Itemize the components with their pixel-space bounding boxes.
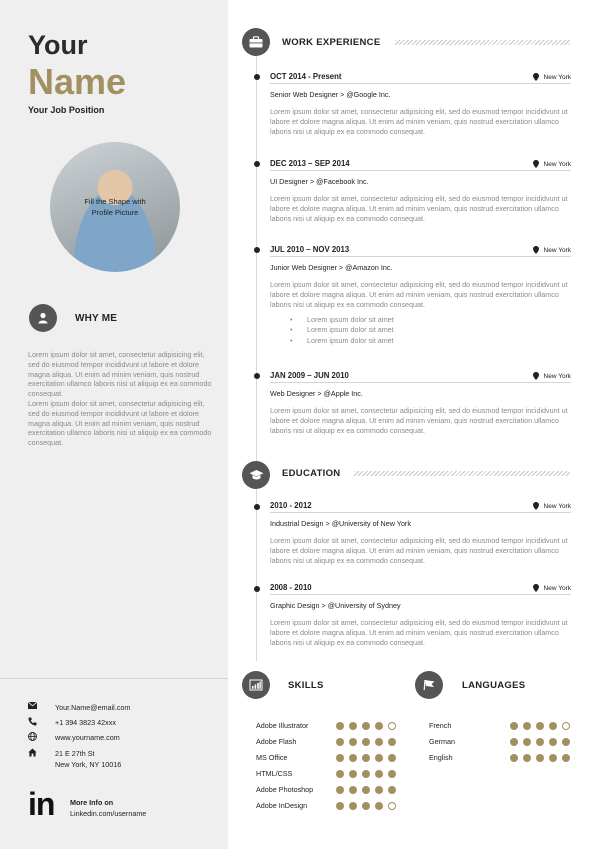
phone-icon [28,717,55,727]
location-pin-icon [533,502,539,510]
envelope-icon [28,702,55,712]
phone-text: +1 394 3823 42xxx [55,718,116,727]
graduation-cap-icon [242,461,270,489]
entry-header [270,583,571,595]
why-me-title: WHY ME [75,313,118,324]
skill-rating [336,738,396,746]
photo-caption [50,196,180,218]
rating-dot-filled [336,722,344,730]
timeline-dot [254,586,260,592]
entry-location-text: New York [543,502,571,510]
rating-dot-filled [349,754,357,762]
photo-caption-line-2: Profile Picture [91,208,139,217]
entry-date: JAN 2009 – JUN 2010 [270,371,349,380]
address-line-1: 21 E 27th St [55,749,95,758]
entry-role: Web Designer > @Apple Inc. [270,389,363,398]
location-pin-icon [533,246,539,254]
entry-location [533,584,571,592]
entry-location-text: New York [543,73,571,81]
skill-rating [336,722,396,730]
bullet-item: • Lorem ipsum dolor sit amet [290,325,571,335]
linkedin-info[interactable] [70,797,146,819]
entry-location-text: New York [543,372,571,380]
language-rating [510,722,570,730]
entry-role: UI Designer > @Facebook Inc. [270,177,369,186]
rating-dot-filled [336,738,344,746]
location-pin-icon [533,73,539,81]
timeline-dot [254,373,260,379]
rating-dot-filled [375,786,383,794]
bullet-item: • Lorem ipsum dolor sit amet [290,336,571,346]
contact-email[interactable] [28,702,130,713]
linkedin-icon[interactable]: in [28,786,55,822]
rating-dot-empty [388,802,396,810]
why-me-text [28,350,212,448]
education-title: EDUCATION [282,468,341,479]
job-position: Your Job Position [28,105,105,115]
rating-dot-filled [523,722,531,730]
profile-picture[interactable] [50,142,180,272]
entry-date: 2008 - 2010 [270,583,312,592]
rating-dot-filled [510,738,518,746]
entry-date: OCT 2014 - Present [270,72,342,81]
rating-dot-filled [375,722,383,730]
entry-header [270,159,571,171]
rating-dot-filled [388,738,396,746]
rating-dot-filled [362,786,370,794]
rating-dot-filled [510,722,518,730]
rating-dot-empty [562,722,570,730]
rating-dot-filled [336,802,344,810]
rating-dot-filled [349,786,357,794]
language-rating [510,738,570,746]
rating-dot-filled [388,786,396,794]
work-entry [270,72,571,137]
rating-dot-filled [536,722,544,730]
rating-dot-filled [349,802,357,810]
rating-dot-filled [349,770,357,778]
work-experience-title: WORK EXPERIENCE [282,37,381,48]
linkedin-url: Linkedin.com/username [70,809,147,818]
rating-dot-filled [549,754,557,762]
contact-address [28,748,121,770]
entry-role: Senior Web Designer > @Google Inc. [270,90,391,99]
contact-phone[interactable] [28,717,116,728]
languages-title: LANGUAGES [462,680,526,691]
language-rating [510,754,570,762]
rating-dot-filled [562,754,570,762]
skill-name: HTML/CSS [256,769,293,778]
rating-dot-filled [510,754,518,762]
entry-role: Industrial Design > @University of New York [270,519,411,528]
entry-date: JUL 2010 – NOV 2013 [270,245,350,254]
location-pin-icon [533,584,539,592]
rating-dot-filled [536,738,544,746]
rating-dot-filled [562,738,570,746]
person-icon [29,304,57,332]
entry-date: 2010 - 2012 [270,501,312,510]
work-entry [270,371,571,436]
address-line-2: New York, NY 10016 [55,760,122,769]
bullet-item: • Lorem ipsum dolor sit amet [290,315,571,325]
rating-dot-filled [388,754,396,762]
rating-dot-filled [375,770,383,778]
rating-dot-filled [536,754,544,762]
why-me-paragraph: Lorem ipsum dolor sit amet, consectetur adipisicing elit, sed do eiusmod tempor incididvunt ut labore et dolore magna aliqua. Ut enim ad minim veniam, quis nostrud exercitation ullamco laboris nisi ut aliquip ex ea commodo consequat. [28,398,212,448]
rating-dot-filled [375,754,383,762]
work-entry [270,245,571,346]
sidebar [0,0,228,849]
skill-name: Adobe Flash [256,737,297,746]
skill-name: Adobe Photoshop [256,785,314,794]
rating-dot-filled [362,738,370,746]
sidebar-divider [0,678,228,679]
entry-description: Lorem ipsum dolor sit amet, consectetur adipisicing elit, sed do eiusmod tempor incididvunt ut labore et dolore magna aliqua. Ut enim ad minim veniam, quis nostrud exercitation ullamco laboris nisi ut aliquip ex ea commodo consequat. [270,536,568,565]
rating-dot-filled [549,722,557,730]
bar-chart-icon [242,671,270,699]
rating-dot-filled [523,738,531,746]
location-pin-icon [533,372,539,380]
flag-icon [415,671,443,699]
why-me-paragraph: Lorem ipsum dolor sit amet, consectetur adipisicing elit, sed do eiusmod tempor incididvunt ut labore et dolore magna aliqua. Ut enim ad minim veniam, quis nostrud exercitation ullamco laboris nisi ut aliquip ex ea commodo consequat. [28,350,212,399]
entry-location [533,372,571,380]
timeline-line [256,56,257,661]
rating-dot-filled [388,770,396,778]
timeline-dot [254,247,260,253]
work-entry [270,159,571,224]
entry-location-text: New York [543,160,571,168]
entry-role: Graphic Design > @University of Sydney [270,601,401,610]
timeline-dot [254,161,260,167]
skill-rating [336,802,396,810]
entry-location [533,73,571,81]
skill-rating [336,786,396,794]
address-text [55,748,121,770]
contact-website[interactable] [28,732,120,743]
rating-dot-filled [362,754,370,762]
rating-dot-empty [388,722,396,730]
entry-description: Lorem ipsum dolor sit amet, consectetur adipisicing elit, sed do eiusmod tempor incididvunt ut labore et dolore magna aliqua. Ut enim ad minim veniam, quis nostrud exercitation ullamco laboris nisi ut aliquip ex ea commodo consequat. [270,107,568,136]
entry-description: Lorem ipsum dolor sit amet, consectetur adipisicing elit, sed do eiusmod tempor incididvunt ut labore et dolore magna aliqua. Ut enim ad minim veniam, quis nostrud exercitation ullamco laboris nisi ut aliquip ex ea commodo consequat. [270,618,568,647]
entry-role: Junior Web Designer > @Amazon Inc. [270,263,393,272]
skill-rating [336,770,396,778]
rating-dot-filled [375,738,383,746]
rating-dot-filled [362,770,370,778]
entry-header [270,501,571,513]
timeline-dot [254,504,260,510]
entry-location [533,502,571,510]
rating-dot-filled [362,802,370,810]
rating-dot-filled [349,738,357,746]
briefcase-icon [242,28,270,56]
language-name: German [429,737,455,746]
entry-location-text: New York [543,584,571,592]
timeline-dot [254,74,260,80]
skill-name: Adobe Illustrator [256,721,309,730]
entry-location [533,246,571,254]
linkedin-label: More Info on [70,798,114,807]
entry-location [533,160,571,168]
rating-dot-filled [375,802,383,810]
skill-name: MS Office [256,753,288,762]
last-name: Name [28,61,127,102]
skill-rating [336,754,396,762]
globe-icon [28,732,55,742]
entry-bullets [270,315,571,346]
education-entry [270,583,571,648]
rating-dot-filled [549,738,557,746]
language-name: English [429,753,453,762]
rating-dot-filled [336,754,344,762]
rating-dot-filled [336,786,344,794]
entry-description: Lorem ipsum dolor sit amet, consectetur adipisicing elit, sed do eiusmod tempor incididvunt ut labore et dolore magna aliqua. Ut enim ad minim veniam, quis nostrud exercitation ullamco laboris nisi ut aliquip ex ea commodo consequat. [270,194,568,223]
website-text: www.yourname.com [55,733,120,742]
entry-location-text: New York [543,246,571,254]
entry-date: DEC 2013 – SEP 2014 [270,159,350,168]
rating-dot-filled [362,722,370,730]
language-name: French [429,721,452,730]
rating-dot-filled [349,722,357,730]
skills-title: SKILLS [288,680,324,691]
entry-header [270,371,571,383]
rating-dot-filled [523,754,531,762]
entry-header [270,72,571,84]
photo-caption-line-1: Fill the Shape with [84,197,146,206]
location-pin-icon [533,160,539,168]
entry-description: Lorem ipsum dolor sit amet, consectetur adipisicing elit, sed do eiusmod tempor incididvunt ut labore et dolore magna aliqua. Ut enim ad minim veniam, quis nostrud exercitation ullamco laboris nisi ut aliquip ex ea commodo consequat. [270,406,568,435]
first-name: Your [28,30,88,60]
skill-name: Adobe InDesign [256,801,308,810]
education-entry [270,501,571,566]
rating-dot-filled [336,770,344,778]
email-text: Your.Name@email.com [55,703,131,712]
entry-description: Lorem ipsum dolor sit amet, consectetur adipisicing elit, sed do eiusmod tempor incididvunt ut labore et dolore magna aliqua. Ut enim ad minim veniam, quis nostrud exercitation ullamco laboris nisi ut aliquip ex ea commodo consequat. [270,280,568,309]
education-title-rule [354,471,570,476]
entry-header [270,245,571,257]
work-title-rule [395,40,570,45]
home-icon [28,748,55,758]
